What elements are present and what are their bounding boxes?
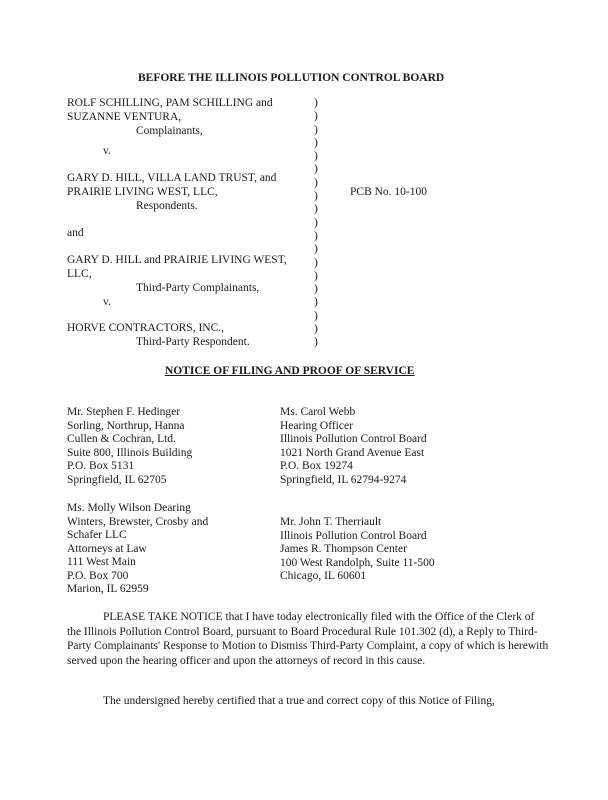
complainants-line-2: SUZANNE VENTURA, xyxy=(67,111,182,123)
respondents-line-2: PRAIRIE LIVING WEST, LLC, xyxy=(67,186,218,198)
respondents-role: Respondents. xyxy=(136,200,198,212)
paren: ) xyxy=(314,243,318,256)
service-address-hedinger: Mr. Stephen F. Hedinger Sorling, Northrup, Hanna Cullen & Cochran, Ltd. Suite 800, Illinois Building P.O. Box 5131 Springfield, IL 62705 xyxy=(67,406,193,486)
paren: ) xyxy=(314,163,318,176)
service-address-webb: Ms. Carol Webb Hearing Officer Illinois Pollution Control Board 1021 North Grand Avenue East P.O. Box 19274 Springfield, IL 62794-9274 xyxy=(280,406,427,486)
paren: ) xyxy=(314,256,318,269)
service-address-dearing: Ms. Molly Wilson Dearing Winters, Brewster, Crosby and Schafer LLC Attorneys at Law 111 West Main P.O. Box 700 Marion, IL 62959 xyxy=(67,502,209,595)
third-party-line-1: GARY D. HILL and PRAIRIE LIVING WEST, xyxy=(67,254,287,266)
service-address-therriault: Mr. John T. Therriault Illinois Pollution Control Board James R. Thompson Center 100 West Randolph, Suite 11-500 Chicago, IL 60601 xyxy=(280,516,435,582)
and-separator: and xyxy=(67,227,84,239)
paren: ) xyxy=(314,216,318,229)
paren: ) xyxy=(314,97,318,109)
paren: ) xyxy=(314,136,318,149)
paren: ) xyxy=(314,190,318,203)
paren: ) xyxy=(314,309,318,322)
complainants-role: Complainants, xyxy=(136,125,203,137)
paren: ) xyxy=(314,323,318,336)
certify-paragraph: The undersigned hereby certified that a true and correct copy of this Notice of Filing, xyxy=(103,695,495,707)
caption-parenthesis-column xyxy=(314,97,324,350)
paren: ) xyxy=(314,150,318,163)
case-number: PCB No. 10-100 xyxy=(350,186,427,198)
versus-2: v. xyxy=(103,296,111,308)
paren: ) xyxy=(314,336,318,349)
third-respondent-line-1: HORVE CONTRACTORS, INC., xyxy=(67,322,225,334)
respondents-line-1: GARY D. HILL, VILLA LAND TRUST, and xyxy=(67,172,277,184)
notice-heading: NOTICE OF FILING AND PROOF OF SERVICE xyxy=(165,365,415,377)
notice-paragraph: PLEASE TAKE NOTICE that I have today electronically filed with the Office of the Clerk of the Illinois Pollution Control Board, pursuant to Board Procedural Rule 101.302 (d), a Reply to Third-Party Complainants' Response to Motion to Dismiss Third-Party Complaint, a copy of which is herewith served upon the hearing officer and upon the attorneys of record in this cause. xyxy=(67,611,549,667)
paren: ) xyxy=(314,203,318,216)
complainants-line-1: ROLF SCHILLING, PAM SCHILLING and xyxy=(67,97,273,109)
paren: ) xyxy=(314,296,318,309)
paren: ) xyxy=(314,283,318,296)
paren: ) xyxy=(314,229,318,242)
document-title: BEFORE THE ILLINOIS POLLUTION CONTROL BOARD xyxy=(138,72,445,84)
paren: ) xyxy=(314,123,318,136)
paren: ) xyxy=(314,110,318,123)
paren: ) xyxy=(314,176,318,189)
third-party-role: Third-Party Complainants, xyxy=(136,282,260,294)
third-party-line-2: LLC, xyxy=(67,268,92,280)
paren: ) xyxy=(314,269,318,282)
third-respondent-role: Third-Party Respondent. xyxy=(136,336,250,348)
versus-1: v. xyxy=(103,145,111,157)
